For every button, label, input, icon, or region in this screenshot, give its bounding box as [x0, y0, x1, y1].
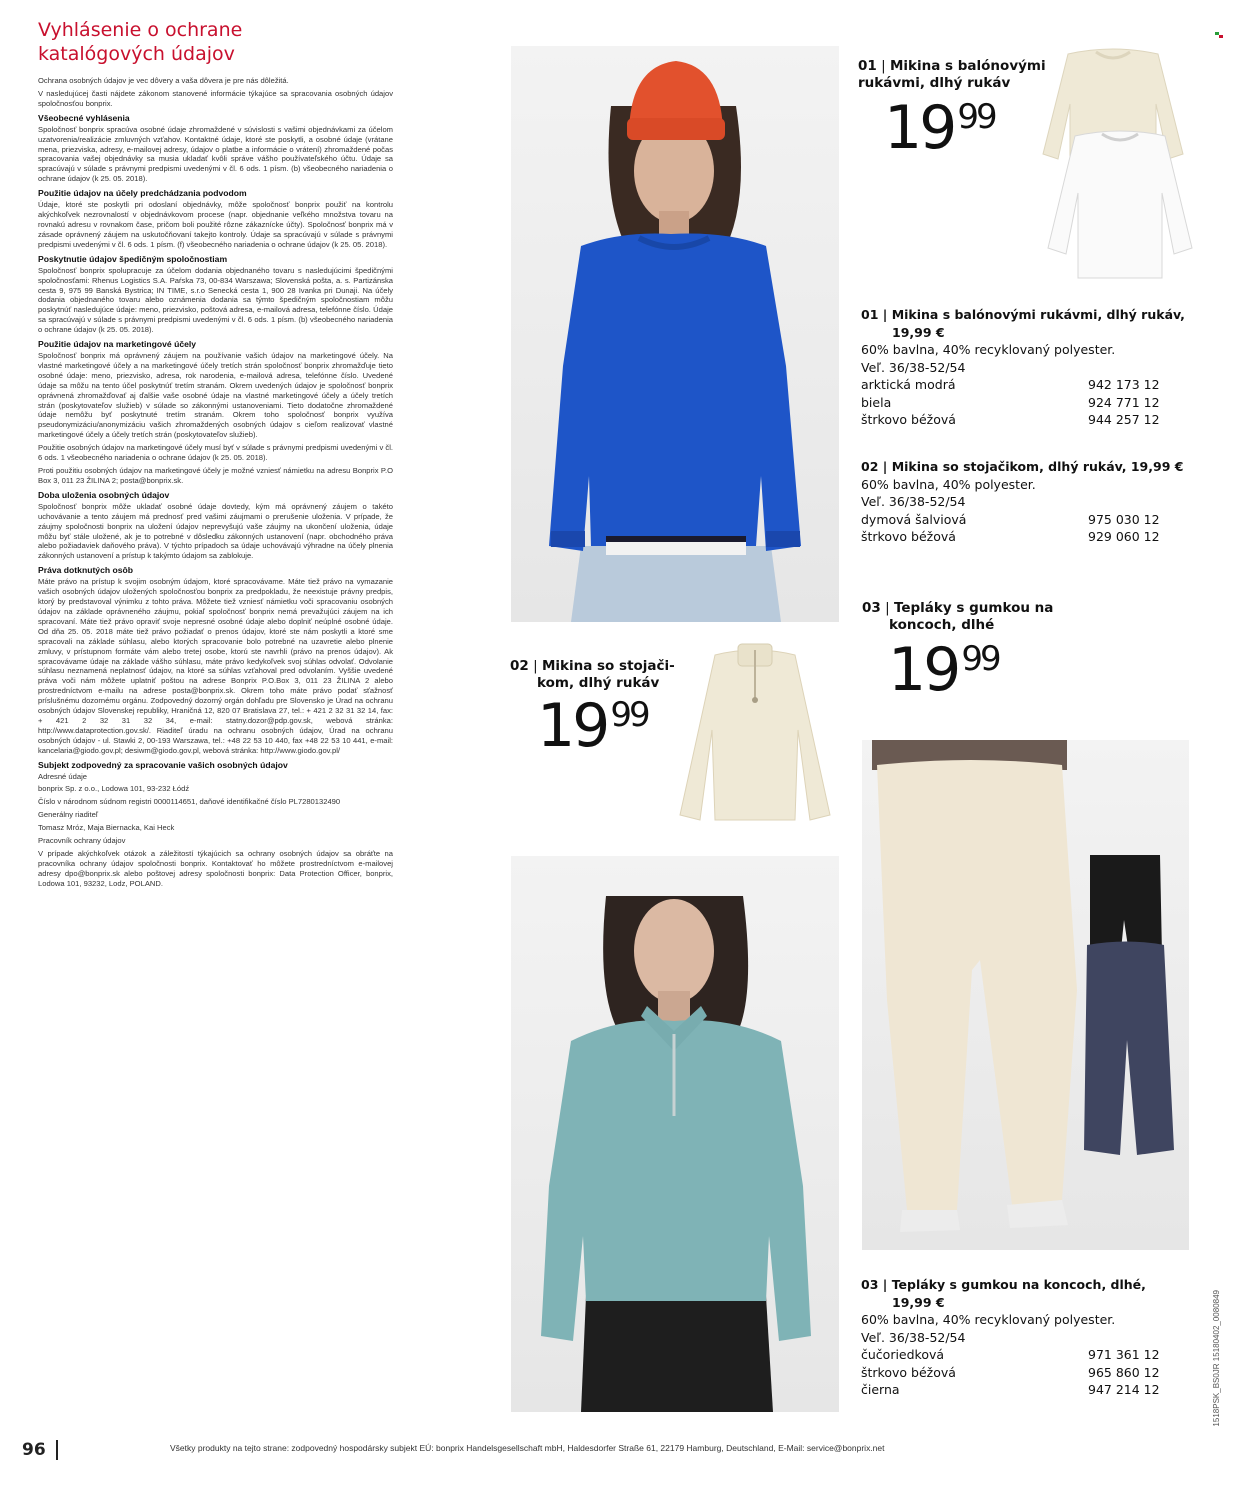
page-number: 96: [22, 1440, 46, 1460]
section-text: Spoločnosť bonprix spolupracuje za účelom dodania objednaného tovaru s nasledujúcimi špedičnými spoločnosťami: Rhenus Logistics S.A. Paŕska 73, 00-834 Warszawa; Slovenská pošta, a. s. Partizánska cesta 9, 975 99 Banská Bystrica; IN TIME, s.r.o Senecká cesta 1, 900 28 Ivanka pri Dunaji. Na účely dodania objednaného tovaru alebo oznámenia dodania sa týmto špedičným spoločnostiam môžu poskytnúť nasledujúce údaje: meno, priezvisko, poštová adresa, e-mailová adresa, telefónne číslo. Údaje sa spracúvajú v súlade s právnymi predpismi uvedenými v čl. 6 ods. 1 písm. (b) všeobecného nariadenia o ochrane údajov (k 25. 05. 2018).: [38, 265, 393, 335]
section-text: Číslo v národnom súdnom registri 0000114651, daňové identifikačné číslo PL7280132490: [38, 797, 341, 807]
sizes: Veľ. 36/38-52/54: [861, 359, 966, 375]
variant-row: štrkovo béžová 929 060 12: [861, 529, 1160, 544]
privacy-statement: [38, 18, 393, 892]
section-heading: Doba uloženia osobných údajov: [38, 489, 170, 500]
product-03-spec: 03 | Tepláky s gumkou na koncoch, dlhé, 19,99 € 60% bavlna, 40% recyklovaný polyester. Veľ. 36/38-52/54 čučoriedková 971 361 12 štrkovo béžová 965 860 12 čierna 947 214 12: [861, 1276, 1201, 1399]
section-heading: Práva dotknutých osôb: [38, 565, 134, 576]
variant-row: čučoriedková 971 361 12: [861, 1347, 1160, 1362]
section-text: Tomasz Mróz, Maja Biernacka, Kai Heck: [38, 823, 175, 833]
privacy-intro: Ochrana osobných údajov je vec dôvery a vaša dôvera je pre nás dôležitá.: [38, 76, 289, 85]
product-02-price: 1999: [537, 691, 648, 761]
model-photo-teal-halfzip: [511, 856, 839, 1412]
section-text: Použitie osobných údajov na marketingové účely musí byť v súlade s právnymi predpismi uvedenými v čl. 6 ods. 1 všeobecného nariadenia o ochrane údajov (k 25. 05. 2018).: [38, 443, 393, 463]
section-text: Proti použitiu osobných údajov na marketingové účely je možné vzniesť námietku na adresu Bonprix P.O Box 3, 011 23 ŽILINA 2; posta@bonprix.sk.: [38, 466, 393, 485]
product-01-spec: 01 | Mikina s balónovými rukávmi, dlhý rukáv, 19,99 € 60% bavlna, 40% recyklovaný polyester. Veľ. 36/38-52/54 arktická modrá 942 173 12 biela 924 771 12 štrkovo béžová 944 257 12: [861, 306, 1201, 429]
product-02-image-cream-halfzip: [670, 640, 840, 835]
variant-row: biela 924 771 12: [861, 394, 1160, 410]
variant-row: štrkovo béžová 944 257 12: [861, 412, 1160, 427]
sizes: Veľ. 36/38-52/54: [861, 1329, 966, 1345]
product-01-label: 01 | Mikina s balónovými rukávmi, dlhý rukáv: [858, 58, 1046, 91]
section-text: Spoločnosť bonprix môže ukladať osobné údaje dovtedy, kým má oprávnený záujem o takéto uchovávanie a tento záujem má prednosť pred vašimi záujmami o prerušenie uloženia. V prípade, že záujmy spoločnosti bonprix na uložení údajov neprevyšujú vaše záujmy na ukončení uloženia, údaje môžu byť stále uložené, ak je to potrebné v dôsledku zákonných ustanovení (napr. obchodného práva alebo požiadaviek daňového práva). V týchto prípadoch sa údaje uchovávajú výhradne na účely plnenia zákonných ustanovení a prístup k takýmto údajom sa zablokuje.: [38, 501, 393, 561]
section-text: Spoločnosť bonprix spracúva osobné údaje zhromaždené v súvislosti s vašimi objednávkami za účelom uzatvorenia/realizácie zmluvných vzťahov. Kontaktné údaje, ktoré ste poskytli, a osobné údaje (vrátane mena, priezviska, adresy, e-mailovej adresy, údajov o platbe a informácie o vrátení) zhromaždené počas spracovania vašej objednávky sa musia ukladať kvôli správe vášho používateľského účtu. Údaje sa spracúvajú v súlade s právnymi predpismi uvedenými v čl. 6 ods. 1 písm. (b) všeobecného nariadenia o ochrane údajov (k 25. 05. 2018).: [38, 124, 393, 184]
product-02-label: 02 | Mikina so stojači- kom, dlhý rukáv: [510, 658, 675, 691]
model-photo-beige-joggers: [862, 740, 1189, 1250]
section-text: Spoločnosť bonprix má oprávnený záujem na používanie vašich údajov na marketingové účely. Na vlastné marketingové účely a na marketingové účely tretích strán spoločnosť bonprix zhromažďuje tieto osobné údaje: meno, priezvisko, adresa, rok narodenia, e-mailová adresa, telefónne číslo. Uvedené údaje sa môžu na tento účel poskytnúť tretím stranám. Okrem uvedených údajov je spoločnosť bonprix oprávnená zhromažďovať aj ďalšie vaše osobné údaje na vlastné marketingové účely a účely tretích strán (poskytovateľov služieb) v súlade so zákonnými ustanoveniami. Tieto dodatočne zhromaždené údaje nemôžu byť poskytnuté tretím stranám. Okrem toho spoločnosť bonprix využíva pseudonymizáciu/anonymizáciu vašich zhromaždených osobných údajov s cieľom realizovať vlastné marketingové účely a účely tretích strán (poskytovateľov služieb).: [38, 351, 393, 440]
section-heading: Poskytnutie údajov špedičným spoločnostiam: [38, 253, 228, 264]
variant-row: štrkovo béžová 965 860 12: [861, 1364, 1160, 1380]
page-number-divider: [56, 1440, 58, 1460]
product-03-label: 03 | Tepláky s gumkou na koncoch, dlhé: [862, 600, 1054, 633]
section-text: V prípade akýchkoľvek otázok a záležitostí týkajúcich sa ochrany osobných údajov sa obráťte na pracovníka ochrany údajov spoločnosti bonprix. Kontaktovať ho môžete prostredníctvom e-mailovej adresy dpo@bonprix.sk alebo poštovej adresy spoločnosti bonprix: Data Protection Officer, bonprix, Lodowa 101, 93232, Lodz, POLAND.: [38, 849, 393, 888]
variant-row: dymová šalviová 975 030 12: [861, 511, 1160, 527]
material: 60% bavlna, 40% recyklovaný polyester.: [861, 342, 1116, 357]
product-02-spec: 02 | Mikina so stojačikom, dlhý rukáv, 19,99 € 60% bavlna, 40% polyester. Veľ. 36/38-52/54 dymová šalviová 975 030 12 štrkovo béžová 929 060 12: [861, 458, 1201, 546]
section-heading: Všeobecné vyhlásenia: [38, 112, 130, 123]
privacy-title: Vyhlásenie o ochrane katalógových údajov: [38, 19, 243, 65]
product-01-price: 1999: [884, 93, 995, 163]
section-text: Máte právo na prístup k svojim osobným údajom, ktoré spracovávame. Máte tiež právo na vymazanie vašich osobných údajov uložených spoločnosťou bonprix za predpokladu, že neexistuje právny predpis, ktorý by predstavoval výnimku z tohto práva. Môžete tiež vzniesť námietku voči spracovaniu osobných údajov na základe oprávneného záujmu, pokiaľ spoločnosť bonprix nemá prevažujúci záujem na ich spracovaní. Máte tiež právo opraviť svoje nepresné osobné údaje alebo doplniť neúplné osobné údaje. Od dňa 25. 05. 2018 máte tiež právo požiadať o prenos údajov, ktoré ste nám poskytli a ktoré sme spracovali na základe súhlasu, alebo ktorých spracovanie bolo potrebné na uzavretie alebo plnenie zmluvy, v prístupnom formáte vám alebo tretej osobe, ktorú ste navrhli (právo na prenos údajov). Ak spracovávame údaje na základe vášho súhlasu, máte právo kedykoľvek svoj súhlas odvolať. Odvolanie súhlasu neznamená neplatnosť údajov, na ktoré sa súhlas vzťahoval pred odvolaním. Vyššie uvedené práva voči nám môžete uplatniť poštou na adrese Bonprix P.O.Box 3, 011 23 ŽILINA 2 alebo prostredníctvom e-mailu na adrese posta@bonprix.sk. Okrem toho máte právo podať sťažnosť príslušnému dozornému orgánu. Zodpovedný dozorný orgán dohľadu pre Slovensko je Úrad na ochranu osobných údajov Slovenskej republiky, Hraničná 12, 820 07 Bratislava 27, tel.: + 421 2 32 31 32 14, fax: + 421 2 32 31 32 34, e-mail: statny.dozor@pdp.gov.sk, webová stránka: http://www.dataprotection.gov.sk/. Riaditeľ úradu na ochranu osobných údajov, Úrad na ochranu osobných údajov - ul. Stawki 2, 00-193 Warszawa, tel.: +48 22 53 10 440, fax +48 22 53 10 441, e-mail: kancelaria@giodo.gov.pl; desiwm@giodo.gov.pl, webová stránka: http://www.giodo.gov.pl/: [38, 577, 393, 755]
section-text: bonprix Sp. z o.o., Lodowa 101, 93-232 Łódź: [38, 784, 190, 794]
section-heading: Použitie údajov na účely predchádzania podvodom: [38, 188, 247, 199]
material: 60% bavlna, 40% polyester.: [861, 476, 1036, 492]
corner-mark-icon: [1215, 32, 1223, 38]
section-text: Pracovník ochrany údajov: [38, 836, 126, 846]
section-heading: Použitie údajov na marketingové účely: [38, 339, 197, 350]
material: 60% bavlna, 40% recyklovaný polyester.: [861, 1312, 1116, 1327]
section-text: Údaje, ktoré ste poskytli pri odoslaní objednávky, môže spoločnosť bonprix použiť na kontrolu akýchkoľvek nezrovnalostí v objednávkovom procese (napr. objednanie veľkého množstva tovaru na rovnakú adresu v rovnakom čase, pričom boli použité rôzne zákaznícke účty). Spoločnosť bonprix má v zásade oprávnený záujem na uskutočňovaní takejto kontroly. Údaje sa spracúvajú v súlade s právnymi predpismi uvedenými v čl. 6 ods. 1 písm. (f) všeobecného nariadenia o ochrane údajov (k 25. 05. 2018).: [38, 200, 393, 249]
product-03-price: 1999: [888, 635, 999, 705]
side-code: 1518PSK_BS0JR 15180402_0080849: [1212, 1290, 1221, 1427]
section-text: Generálny riaditeľ: [38, 810, 99, 820]
section-heading: Subjekt zodpovedný za spracovanie vašich osobných údajov: [38, 759, 288, 770]
footer-note: Všetky produkty na tejto strane: zodpovedný hospodársky subjekt EÚ: bonprix Handelsgesellschaft mbH, Haldesdorfer Straße 61, 22179 Hamburg, Deutschland, E-Mail: service@bonprix.net: [170, 1443, 885, 1453]
sizes: Veľ. 36/38-52/54: [861, 494, 966, 509]
variant-row: arktická modrá 942 173 12: [861, 377, 1160, 392]
privacy-intro-2: V nasledujúcej časti nájdete zákonom stanovené informácie týkajúce sa spracovania osobných údajov spoločnosťou bonprix.: [38, 88, 393, 108]
model-photo-blue-sweatshirt: [511, 46, 839, 622]
variant-row: čierna 947 214 12: [861, 1382, 1160, 1397]
section-text: Adresné údaje: [38, 771, 87, 781]
product-01-image-white: [1040, 128, 1200, 288]
